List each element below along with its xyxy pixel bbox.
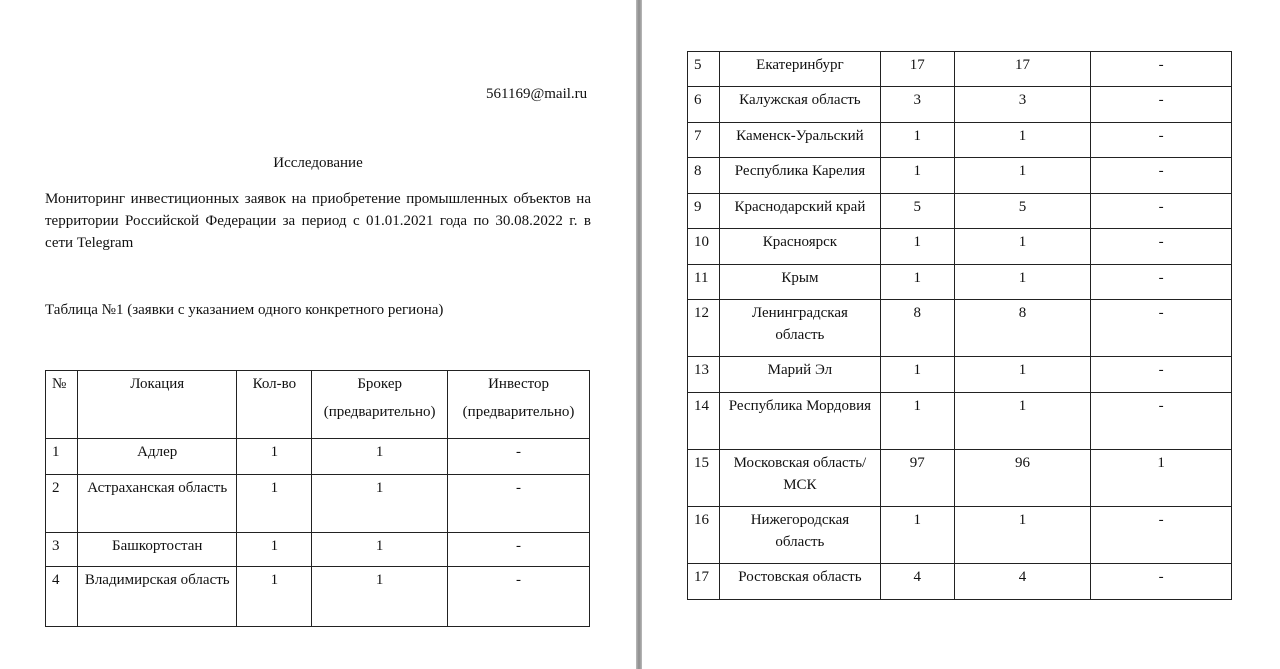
cell-count: 8 [880,300,954,357]
cell-num: 12 [688,300,720,357]
table-row [688,87,1232,123]
cell-num: 1 [46,439,78,475]
table-caption: Таблица №1 (заявки с указанием одного конкретного региона) [45,302,444,318]
table-row [688,393,1232,450]
cell-location: Калужская область [719,87,880,123]
cell-broker: 1 [954,158,1091,194]
cell-investor: - [1091,52,1232,87]
cell-investor: - [1091,357,1232,393]
header-investor-note: (предварительно) [462,404,575,420]
cell-count: 3 [880,87,954,123]
cell-investor: - [448,475,590,533]
cell-count: 17 [880,52,954,87]
table-row [688,158,1232,194]
cell-broker: 1 [312,533,448,567]
header-broker-note: (предварительно) [323,404,436,420]
cell-investor: - [1091,158,1232,194]
cell-location: Владимирская область [77,567,237,627]
cell-num: 10 [688,229,720,265]
cell-broker: 1 [954,357,1091,393]
cell-count: 1 [880,393,954,450]
table-header-row [46,371,590,439]
cell-location: Каменск-Уральский [719,123,880,158]
table-row [688,265,1232,300]
cell-broker: 17 [954,52,1091,87]
cell-count: 97 [880,450,954,507]
cell-broker: 1 [312,475,448,533]
cell-investor: - [1091,393,1232,450]
table-row [688,357,1232,393]
document-page-right [642,0,1280,669]
header-num: № [46,371,78,439]
cell-num: 15 [688,450,720,507]
cell-location: Екатеринбург [719,52,880,87]
cell-broker: 1 [312,439,448,475]
document-title: Исследование [273,155,363,171]
cell-num: 8 [688,158,720,194]
cell-location: Астраханская область [77,475,237,533]
cell-investor: - [1091,507,1232,564]
cell-num: 11 [688,265,720,300]
table-row [688,300,1232,357]
header-location: Локация [77,371,237,439]
cell-count: 1 [880,229,954,265]
contact-email: 561169@mail.ru [486,86,588,102]
cell-investor: - [1091,564,1232,600]
cell-broker: 1 [954,229,1091,265]
cell-count: 1 [880,507,954,564]
requests-table-part-2 [687,51,1232,600]
table-row [46,439,590,475]
cell-broker: 5 [954,194,1091,229]
cell-broker: 1 [312,567,448,627]
header-count: Кол-во [237,371,312,439]
cell-location: Марий Эл [719,357,880,393]
cell-location: Республика Карелия [719,158,880,194]
table-row [688,507,1232,564]
cell-investor: 1 [1091,450,1232,507]
cell-num: 4 [46,567,78,627]
cell-broker: 8 [954,300,1091,357]
cell-count: 1 [237,475,312,533]
cell-broker: 1 [954,123,1091,158]
cell-num: 14 [688,393,720,450]
cell-num: 6 [688,87,720,123]
cell-investor: - [1091,194,1232,229]
table-row [46,567,590,627]
cell-count: 1 [237,533,312,567]
cell-count: 1 [880,357,954,393]
cell-num: 13 [688,357,720,393]
cell-location: Крым [719,265,880,300]
table-row [688,52,1232,87]
cell-investor: - [448,439,590,475]
cell-investor: - [1091,87,1232,123]
cell-location: Ленинградская область [719,300,880,357]
cell-broker: 1 [954,265,1091,300]
document-subtitle: Мониторинг инвестиционных заявок на приобретение промышленных объектов на территории Российской Федерации за период с 01.01.2021 года по 30.08.2022 г. в сети Telegram [45,191,591,251]
cell-num: 7 [688,123,720,158]
cell-location: Башкортостан [77,533,237,567]
cell-investor: - [1091,300,1232,357]
cell-count: 1 [237,567,312,627]
cell-broker: 1 [954,507,1091,564]
cell-location: Адлер [77,439,237,475]
cell-count: 1 [880,265,954,300]
cell-investor: - [448,533,590,567]
table-row [46,475,590,533]
document-page-left [0,0,636,669]
cell-num: 2 [46,475,78,533]
cell-num: 9 [688,194,720,229]
table-row [688,564,1232,600]
cell-count: 4 [880,564,954,600]
header-broker-label: Брокер [357,376,402,392]
cell-broker: 4 [954,564,1091,600]
table-row [688,194,1232,229]
cell-location: Московская область/ МСК [719,450,880,507]
cell-location: Ростовская область [719,564,880,600]
cell-num: 17 [688,564,720,600]
cell-location: Красноярск [719,229,880,265]
cell-count: 1 [237,439,312,475]
requests-table-part-1 [45,370,590,627]
cell-investor: - [1091,265,1232,300]
cell-num: 3 [46,533,78,567]
cell-num: 5 [688,52,720,87]
table-row [46,533,590,567]
table-row [688,450,1232,507]
cell-num: 16 [688,507,720,564]
cell-broker: 96 [954,450,1091,507]
cell-count: 5 [880,194,954,229]
cell-investor: - [1091,123,1232,158]
cell-location: Краснодарский край [719,194,880,229]
cell-location: Нижегородская область [719,507,880,564]
header-investor [448,371,590,439]
cell-investor: - [448,567,590,627]
cell-location: Республика Мордовия [719,393,880,450]
header-broker [312,371,448,439]
cell-investor: - [1091,229,1232,265]
header-investor-label: Инвестор [488,376,549,392]
cell-count: 1 [880,158,954,194]
cell-broker: 1 [954,393,1091,450]
table-row [688,229,1232,265]
table-row [688,123,1232,158]
cell-broker: 3 [954,87,1091,123]
cell-count: 1 [880,123,954,158]
